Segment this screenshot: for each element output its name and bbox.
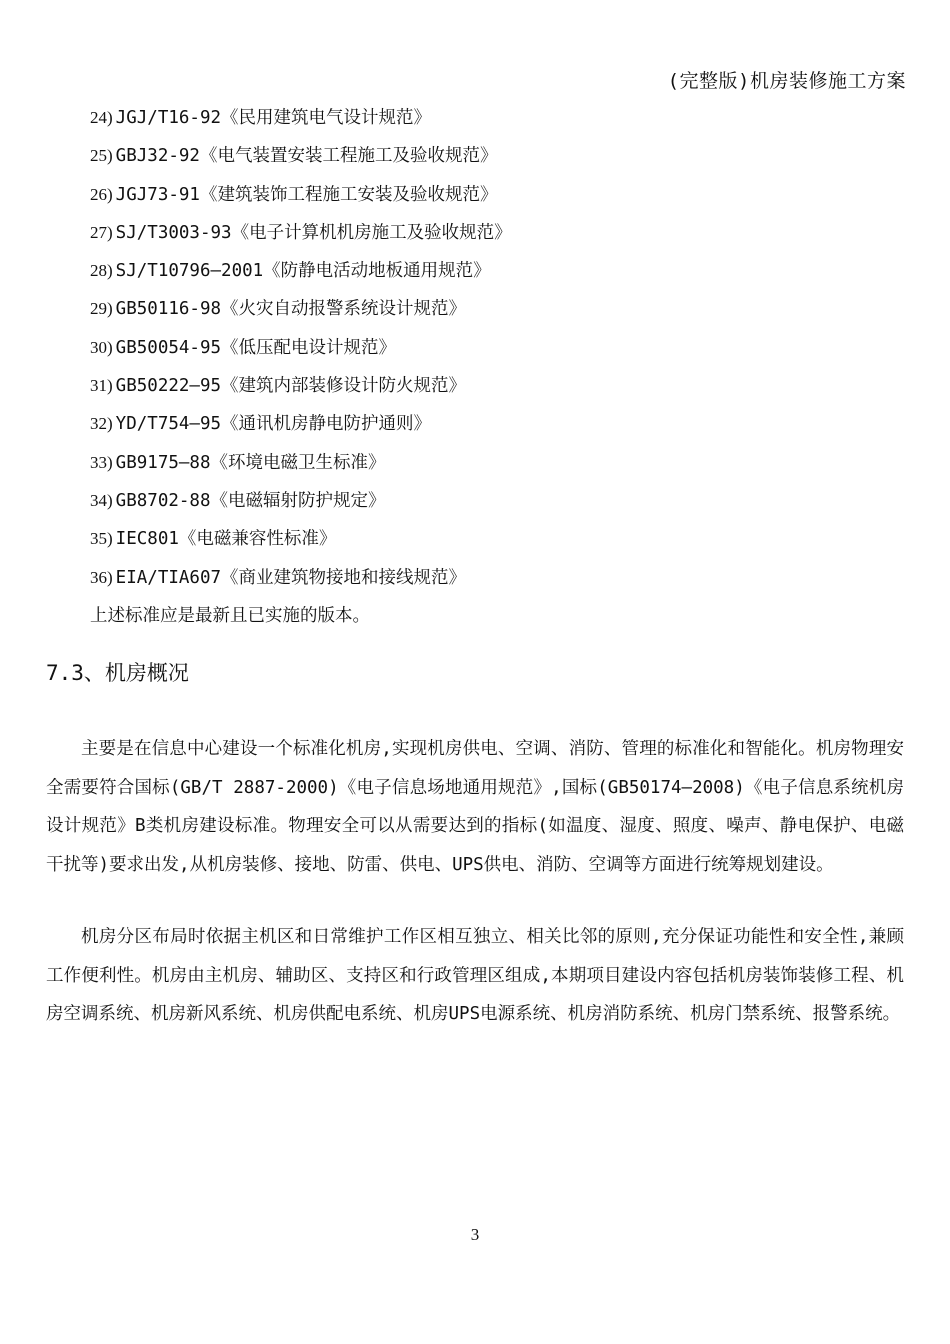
- list-item-text: YD/T754—95《通讯机房静电防护通则》: [115, 414, 432, 435]
- list-item-text: GB50222—95《建筑内部装修设计防火规范》: [115, 376, 467, 397]
- list-item-number: 35): [90, 529, 113, 549]
- section-heading: 7.3、机房概况: [46, 661, 189, 685]
- list-item-number: 24): [90, 108, 113, 127]
- list-item-text: GBJ32-92《电气装置安装工程施工及验收规范》: [115, 146, 498, 167]
- page-number: 3: [470, 1225, 480, 1244]
- list-item: [90, 372, 512, 410]
- list-item-text: EIA/TIA607《商业建筑物接地和接线规范》: [115, 567, 467, 588]
- standards-list: [90, 104, 512, 630]
- list-item-number: 27): [90, 222, 113, 242]
- list-item-number: 30): [90, 337, 113, 357]
- body-paragraph: 主要是在信息中心建设一个标准化机房,实现机房供电、空调、消防、管理的标准化和智能化。机房物理安全需要符合国标(GB/T 2887-2000)《电子信息场地通用规范》,国标(GB50174—2008)《电子信息系统机房设计规范》B类机房建设标准。物理安全可以从需要达到的指标(如温度、湿度、照度、噪声、静电保护、电磁干扰等)要求出发,从机房装修、接地、防雷、供电、UPS供电、消防、空调等方面进行统筹规划建设。: [46, 739, 904, 875]
- list-item-text: JGJ73-91《建筑装饰工程施工安装及验收规范》: [115, 184, 498, 205]
- list-item-number: 25): [90, 146, 113, 166]
- list-item: [90, 104, 512, 142]
- list-item: [90, 295, 512, 333]
- list-item: [90, 181, 512, 219]
- list-item-number: 29): [90, 299, 113, 319]
- list-item-number: 36): [90, 567, 113, 587]
- list-item-number: 26): [90, 184, 113, 204]
- list-item-text: GB9175—88《环境电磁卫生标准》: [115, 452, 386, 473]
- list-item-text: SJ/T3003-93《电子计算机机房施工及验收规范》: [115, 222, 512, 243]
- list-item-number: 32): [90, 414, 113, 434]
- running-header: (完整版)机房装修施工方案: [667, 70, 906, 92]
- list-item: [90, 525, 512, 563]
- list-item: [90, 142, 512, 180]
- list-item-text: GB50054-95《低压配电设计规范》: [115, 337, 397, 358]
- list-item-number: 33): [90, 452, 113, 472]
- list-item-number: 34): [90, 490, 113, 510]
- list-item: [90, 334, 512, 372]
- list-item-number: 28): [90, 261, 113, 281]
- list-item-text: SJ/T10796—2001《防静电活动地板通用规范》: [115, 261, 491, 282]
- body-paragraph: 机房分区布局时依据主机区和日常维护工作区相互独立、相关比邻的原则,充分保证功能性和安全性,兼顾工作便利性。机房由主机房、辅助区、支持区和行政管理区组成,本期项目建设内容包括机房装饰装修工程、机房空调系统、机房新风系统、机房供配电系统、机房UPS电源系统、机房消防系统、机房门禁系统、报警系统。: [46, 927, 904, 1025]
- list-item-text: JGJ/T16-92《民用建筑电气设计规范》: [115, 108, 432, 128]
- list-item: [90, 219, 512, 257]
- list-item-text: GB8702-88《电磁辐射防护规定》: [115, 490, 386, 511]
- list-item-number: 31): [90, 376, 113, 396]
- list-item: [90, 564, 512, 602]
- list-item-text: IEC801《电磁兼容性标准》: [115, 529, 337, 550]
- list-item: [90, 487, 512, 525]
- list-item: [90, 257, 512, 295]
- standards-note: 上述标准应是最新且已实施的版本。: [90, 605, 370, 626]
- list-item: [90, 449, 512, 487]
- list-item: [90, 410, 512, 448]
- list-item-text: GB50116-98《火灾自动报警系统设计规范》: [115, 299, 467, 320]
